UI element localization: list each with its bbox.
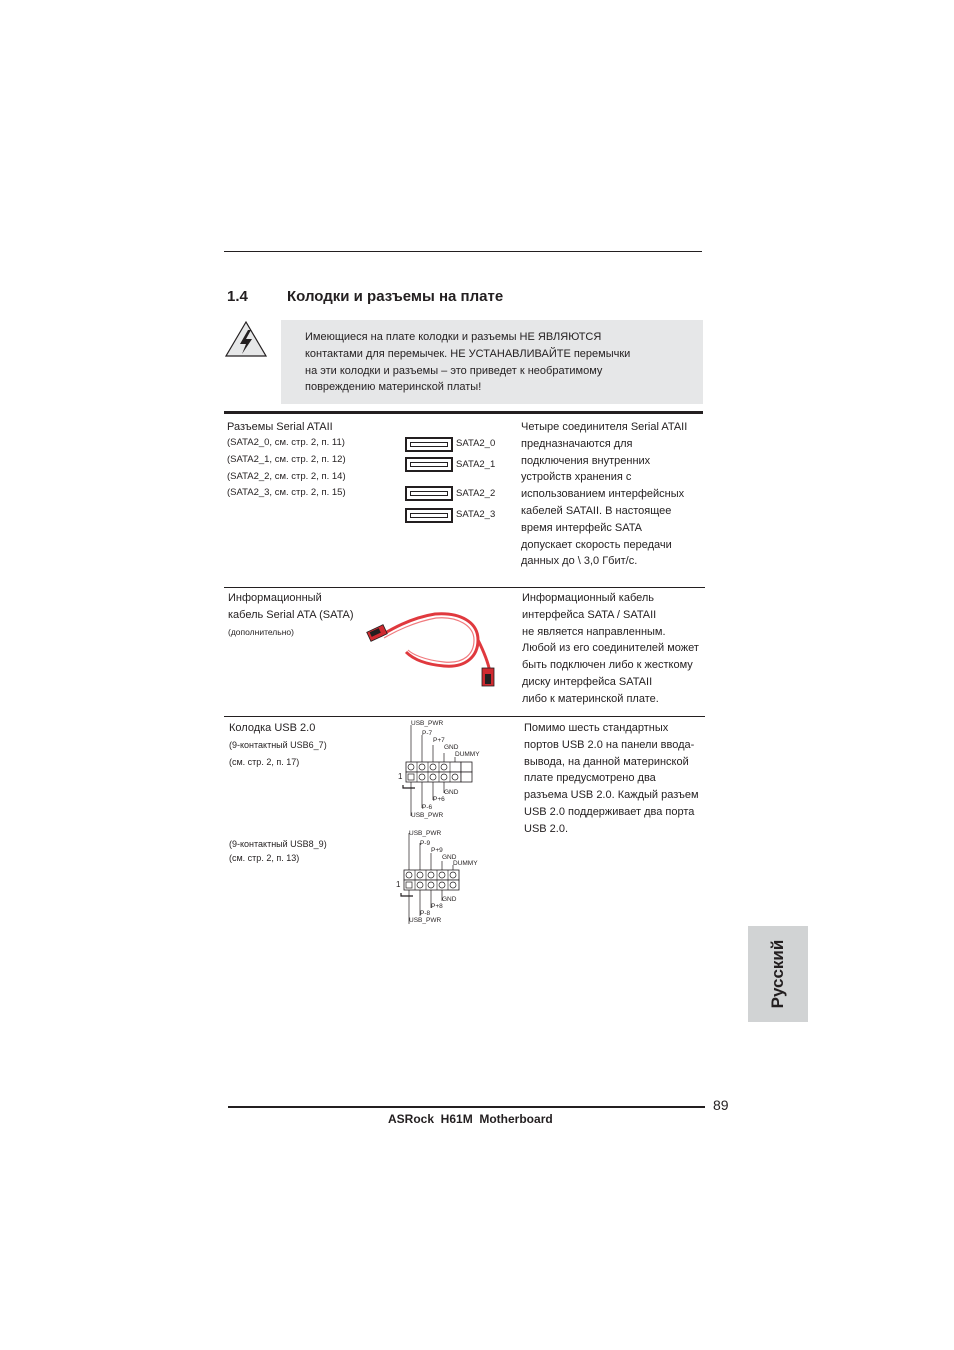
cable-desc-line: быть подключен либо к жесткому [522,659,693,672]
cable-note: (дополнительно) [228,627,294,637]
language-tab [748,926,808,1022]
row-divider [224,716,705,717]
warning-line: повреждению материнской платы! [305,381,482,394]
sata-desc-line: допускает скорость передачи [521,538,672,551]
usb-title: Колодка USB 2.0 [229,722,316,734]
sata-port-label: SATA2_0 [456,438,496,449]
sata-port-label: SATA2_2 [456,488,496,499]
footer-product: ASRock H61M Motherboard [388,1112,553,1126]
section-rule [224,411,703,414]
row-divider [224,587,705,588]
sata-desc-line: устройств хранения с [521,471,632,484]
usb-pin-block [398,720,488,822]
pin-label: P+7 [433,737,445,744]
pin-label: USB_PWR [409,830,442,837]
page-number: 89 [713,1097,729,1113]
usb-desc-line: портов USB 2.0 на панели ввода- [524,738,695,751]
usb-ref-line: (см. стр. 2, п. 17) [229,756,300,767]
pin-label: P-9 [420,840,431,847]
pin-label: GND [442,896,457,903]
sata-desc-line: использованием интерфейсных [521,488,685,501]
warning-line: Имеющиеся на плате колодки и разъемы НЕ ЯВЛЯЮТСЯ [305,331,602,343]
cable-title-line: кабель Serial ATA (SATA) [228,608,354,621]
usb-desc-line: USB 2.0 поддерживает два порта [524,805,695,818]
sata-port-0 [405,437,453,452]
usb-desc-line: USB 2.0. [524,822,569,835]
pin-label: GND [444,744,459,751]
sata-ref: (SATA2_0, см. стр. 2, п. 11) [227,437,345,448]
pin-one-marker: 1 [398,772,403,781]
pin-label: P+8 [431,903,443,910]
usb-desc-line: плате предусмотрено два [524,772,656,785]
sata-description [521,419,687,570]
cable-desc-line: Информационный кабель [522,592,655,604]
pin-label: USB_PWR [411,812,444,819]
pin-label: P+6 [433,796,445,803]
usb-description [524,720,699,838]
pin-one-marker: 1 [396,880,401,889]
language-tab-label: Русский [768,939,787,1009]
sata-ref: (SATA2_3, см. стр. 2, п. 15) [227,487,346,499]
cable-title [228,590,354,624]
pin-label: P-8 [420,910,431,917]
warning-text [305,329,630,396]
sata-port-label: SATA2_1 [456,459,496,470]
sata-port-3 [405,508,453,523]
pin-label: DUMMY [453,860,478,867]
sata-port-label: SATA2_3 [456,509,496,520]
sata-port-2 [405,486,453,501]
sata-ref: (SATA2_1, см. стр. 2, п. 12) [227,453,346,465]
sata-refs [227,435,346,502]
pin-label: P-7 [422,730,433,737]
section-title: Колодки и разъемы на плате [287,288,504,305]
pin-label: USB_PWR [409,917,442,924]
sata-port-1 [405,457,453,472]
usb-desc-line: вывода, на данной материнской [524,755,689,768]
pin-label: GND [444,789,459,796]
usb-pin-block [396,828,486,930]
usb-ref-1 [229,737,327,771]
pin-label: USB_PWR [411,720,444,727]
sata-cable-image [360,600,510,690]
usb-ref-line: (см. стр. 2, п. 13) [229,853,300,863]
pin-label: P-6 [422,804,433,811]
sata-desc-line: подключения внутренних [521,454,651,467]
cable-desc-line: интерфейса SATA / SATAII [522,608,657,621]
cable-desc-line: Любой из его соединителей может [522,642,699,655]
warning-icon [224,320,268,358]
usb-desc-line: Помимо шесть стандартных [524,722,669,734]
top-rule [224,251,702,252]
pin-label: GND [442,854,457,861]
cable-description [522,590,699,708]
sata-desc-line: время интерфейс SATA [521,521,642,534]
usb-desc-line: разъема USB 2.0. Каждый разъем [524,789,699,802]
cable-desc-line: не является направленным. [522,625,666,638]
warning-note [281,320,703,404]
sata-ref: (SATA2_2, см. стр. 2, п. 14) [227,470,346,482]
usb-header-diagram-2 [396,828,486,930]
sata-desc-line: предназначаются для [521,437,633,450]
section-number: 1.4 [227,288,248,305]
usb-ref-2 [229,837,327,865]
sata-desc-line: кабелей SATAII. В настоящее [521,504,672,517]
warning-line: контактами для перемычек. НЕ УСТАНАВЛИВАЙТЕ перемычки [305,347,631,360]
cable-title-line: Информационный [228,592,322,604]
pin-label: P+9 [431,847,443,854]
sata-desc-line: данных до \ 3,0 Гбит/с. [521,555,638,568]
cable-desc-line: либо к материнской плате. [522,692,659,705]
usb-ref-line: (9-контактный USB8_9) [229,839,327,849]
sata-desc-line: Четыре соединителя Serial ATAII [521,421,688,433]
usb-header-diagram-1 [398,720,488,822]
sata-title: Разъемы Serial ATAII [227,421,333,433]
footer-rule [228,1106,705,1108]
usb-ref-line: (9-контактный USB6_7) [229,740,327,750]
cable-desc-line: диску интерфейса SATAII [522,675,653,688]
warning-line: на эти колодки и разъемы – это приведет к необратимому [305,364,603,377]
pin-label: DUMMY [455,751,480,758]
